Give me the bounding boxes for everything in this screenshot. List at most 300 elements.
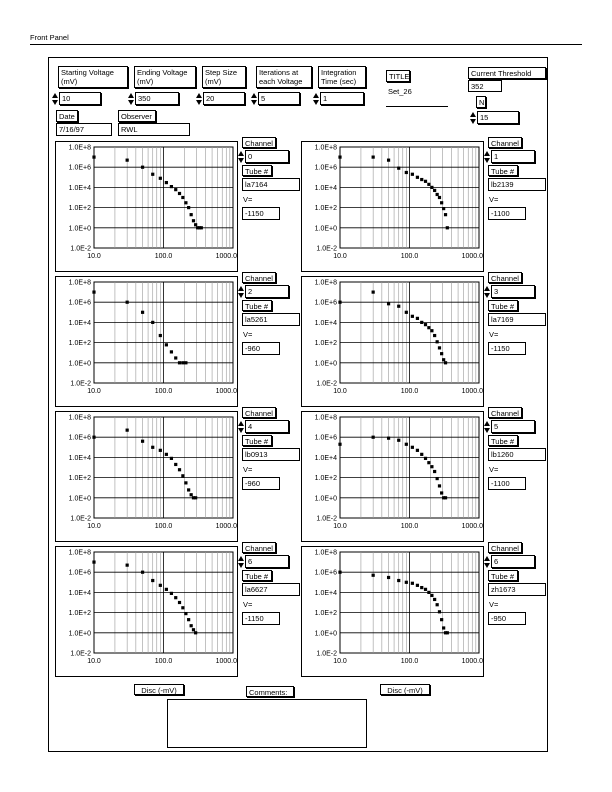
chart-6 (55, 546, 238, 677)
x-tick-label: 1000.0 (215, 253, 237, 260)
data-point (442, 626, 445, 629)
x-tick-label: 100.0 (400, 523, 419, 530)
chart-0 (55, 141, 238, 272)
data-point (427, 461, 430, 464)
data-point (387, 437, 390, 440)
data-point (387, 159, 390, 162)
y-tick-label: 1.0E+6 (68, 434, 91, 442)
data-point (420, 178, 423, 181)
x-tick-label: 100.0 (154, 253, 173, 260)
data-point (446, 631, 449, 634)
data-point (372, 436, 375, 439)
channel-spinner-7[interactable] (484, 556, 490, 568)
x-tick-label: 1000.0 (215, 388, 237, 395)
channel-spinner-6[interactable] (238, 556, 244, 568)
data-point (126, 159, 129, 162)
data-point (159, 584, 162, 587)
data-point (433, 189, 436, 192)
step-size-spinner[interactable] (196, 93, 202, 105)
y-tick-label: 1.0E+4 (314, 319, 337, 327)
x-tick-label: 10.0 (87, 253, 101, 260)
y-tick-label: 1.0E+2 (68, 340, 91, 348)
v-input-7[interactable]: -950 (488, 612, 526, 625)
y-tick-label: 1.0E+4 (68, 454, 91, 462)
data-point (372, 574, 375, 577)
integration-spinner[interactable] (313, 93, 319, 105)
data-point (420, 586, 423, 589)
chart-svg-0 (56, 142, 239, 273)
starting-voltage-spinner[interactable] (52, 93, 58, 105)
tube-input-7[interactable]: zh1673 (488, 583, 546, 596)
n-label: N (476, 96, 486, 108)
v-input-4[interactable]: -960 (242, 477, 280, 490)
y-tick-label: 1.0E+8 (314, 279, 337, 287)
x-tick-label: 10.0 (333, 388, 347, 395)
y-tick-label: 1.0E+0 (68, 630, 91, 638)
data-point (338, 156, 341, 159)
y-tick-label: 1.0E+2 (68, 475, 91, 483)
channel-input-4[interactable]: 4 (245, 420, 289, 433)
comments-label: Comments: (246, 686, 294, 697)
current-threshold-label: Current Threshold (468, 67, 546, 79)
x-tick-label: 1000.0 (461, 658, 483, 665)
tube-input-2[interactable]: la5261 (242, 313, 300, 326)
chart-svg-4 (56, 412, 239, 543)
channel-label-7: Channel (488, 542, 522, 553)
data-point (405, 443, 408, 446)
data-point (430, 465, 433, 468)
v-input-3[interactable]: -1150 (488, 342, 526, 355)
tube-label-2: Tube # (242, 300, 272, 311)
y-tick-label: 1.0E+2 (314, 610, 337, 618)
x-tick-label: 1000.0 (461, 388, 483, 395)
y-tick-label: 1.0E+2 (314, 205, 337, 213)
v-label-4: V= (243, 465, 253, 474)
data-point (170, 457, 173, 460)
data-point (427, 326, 430, 329)
channel-spinner-1[interactable] (484, 151, 490, 163)
x-tick-label: 10.0 (87, 523, 101, 530)
channel-label-5: Channel (488, 407, 522, 418)
data-point (190, 624, 193, 627)
x-tick-label: 10.0 (87, 388, 101, 395)
data-point (424, 323, 427, 326)
data-point (444, 496, 447, 499)
date-input[interactable]: 7/16/97 (56, 123, 112, 136)
channel-input-3[interactable]: 3 (491, 285, 535, 298)
window-title: Front Panel (30, 33, 69, 42)
data-point (184, 481, 187, 484)
y-tick-label: 1.0E+8 (68, 144, 91, 152)
n-input[interactable]: 15 (477, 111, 519, 124)
x-tick-label: 10.0 (333, 523, 347, 530)
chart-svg-2 (56, 277, 239, 408)
data-point (187, 206, 190, 209)
tube-input-1[interactable]: lb2139 (488, 178, 546, 191)
ending-voltage-label: Ending Voltage (mV) (134, 66, 196, 88)
starting-voltage-input[interactable]: 10 (59, 92, 101, 105)
data-point (187, 618, 190, 621)
data-point (192, 628, 195, 631)
data-point (438, 610, 441, 613)
data-point (151, 173, 154, 176)
data-point (159, 177, 162, 180)
integration-label: Integration Time (sec) (318, 66, 366, 88)
data-point (338, 443, 341, 446)
tube-label-1: Tube # (488, 165, 518, 176)
v-input-2[interactable]: -960 (242, 342, 280, 355)
data-point (174, 596, 177, 599)
x-tick-label: 100.0 (400, 253, 419, 260)
channel-spinner-0[interactable] (238, 151, 244, 163)
y-tick-label: 1.0E+6 (68, 299, 91, 307)
channel-label-3: Channel (488, 272, 522, 283)
data-point (397, 439, 400, 442)
data-point (436, 603, 439, 606)
chart-svg-6 (56, 547, 239, 678)
data-point (397, 579, 400, 582)
y-tick-label: 1.0E+6 (314, 299, 337, 307)
chart-3 (301, 276, 484, 407)
data-point (181, 196, 184, 199)
data-point (174, 356, 177, 359)
y-tick-label: 1.0E+0 (68, 360, 91, 368)
data-point (170, 350, 173, 353)
observer-input[interactable]: RWL (118, 123, 190, 136)
y-tick-label: 1.0E+0 (68, 495, 91, 503)
data-point (192, 219, 195, 222)
data-point (92, 561, 95, 564)
data-point (438, 196, 441, 199)
data-point (170, 592, 173, 595)
y-tick-label: 1.0E+6 (68, 164, 91, 172)
x-tick-label: 10.0 (87, 658, 101, 665)
y-tick-label: 1.0E-2 (70, 650, 91, 658)
y-tick-label: 1.0E+2 (68, 610, 91, 618)
data-point (424, 180, 427, 183)
y-tick-label: 1.0E+6 (314, 569, 337, 577)
channel-spinner-4[interactable] (238, 421, 244, 433)
iterations-spinner[interactable] (251, 93, 257, 105)
x-tick-label: 1000.0 (215, 523, 237, 530)
tube-label-0: Tube # (242, 165, 272, 176)
data-point (440, 201, 443, 204)
data-point (178, 601, 181, 604)
v-label-6: V= (243, 600, 253, 609)
data-point (440, 352, 443, 355)
y-tick-label: 1.0E-2 (70, 515, 91, 523)
x-tick-label: 100.0 (400, 388, 419, 395)
data-point (427, 591, 430, 594)
chart-svg-1 (302, 142, 485, 273)
data-point (181, 361, 184, 364)
data-point (184, 361, 187, 364)
v-label-1: V= (489, 195, 499, 204)
y-tick-label: 1.0E-2 (316, 380, 337, 388)
disc-label-left: Disc (-mV) (134, 684, 184, 695)
data-point (424, 588, 427, 591)
data-point (442, 358, 445, 361)
title-underline (386, 106, 448, 107)
data-point (126, 564, 129, 567)
channel-spinner-3[interactable] (484, 286, 490, 298)
data-point (338, 301, 341, 304)
data-point (440, 491, 443, 494)
v-label-7: V= (489, 600, 499, 609)
data-point (92, 291, 95, 294)
data-point (416, 176, 419, 179)
y-tick-label: 1.0E+6 (68, 569, 91, 577)
data-point (165, 588, 168, 591)
y-tick-label: 1.0E+2 (68, 205, 91, 213)
step-size-label: Step Size (mV) (202, 66, 246, 88)
y-tick-label: 1.0E+0 (314, 360, 337, 368)
data-point (430, 329, 433, 332)
channel-input-0[interactable]: 0 (245, 150, 289, 163)
iterations-label: Iterations at each Voltage (256, 66, 312, 88)
data-point (411, 315, 414, 318)
channel-label-1: Channel (488, 137, 522, 148)
data-point (433, 334, 436, 337)
data-point (178, 192, 181, 195)
x-tick-label: 100.0 (154, 523, 173, 530)
chart-1 (301, 141, 484, 272)
chart-7 (301, 546, 484, 677)
channel-label-0: Channel (242, 137, 276, 148)
y-tick-label: 1.0E+4 (68, 589, 91, 597)
data-point (190, 493, 193, 496)
tube-label-3: Tube # (488, 300, 518, 311)
data-point (416, 317, 419, 320)
data-point (165, 343, 168, 346)
data-point (151, 579, 154, 582)
data-point (126, 429, 129, 432)
data-point (92, 436, 95, 439)
y-tick-label: 1.0E+8 (314, 549, 337, 557)
channel-label-6: Channel (242, 542, 276, 553)
iterations-input[interactable]: 5 (258, 92, 300, 105)
data-point (444, 213, 447, 216)
data-point (411, 582, 414, 585)
data-point (141, 440, 144, 443)
v-label-2: V= (243, 330, 253, 339)
tube-input-0[interactable]: la7164 (242, 178, 300, 191)
v-input-0[interactable]: -1150 (242, 207, 280, 220)
data-point (181, 606, 184, 609)
y-tick-label: 1.0E+4 (68, 319, 91, 327)
data-point (436, 340, 439, 343)
data-point (433, 598, 436, 601)
data-point (187, 488, 190, 491)
chart-svg-3 (302, 277, 485, 408)
y-tick-label: 1.0E+4 (314, 454, 337, 462)
y-tick-label: 1.0E-2 (70, 245, 91, 253)
chart-svg-5 (302, 412, 485, 543)
data-point (436, 477, 439, 480)
data-point (424, 457, 427, 460)
y-tick-label: 1.0E+2 (314, 475, 337, 483)
data-point (159, 449, 162, 452)
y-tick-label: 1.0E-2 (316, 245, 337, 253)
data-point (372, 291, 375, 294)
tube-input-5[interactable]: lb1260 (488, 448, 546, 461)
x-tick-label: 1000.0 (461, 253, 483, 260)
y-tick-label: 1.0E+4 (314, 589, 337, 597)
data-point (446, 226, 449, 229)
y-tick-label: 1.0E+0 (68, 225, 91, 233)
observer-label: Observer (118, 110, 156, 122)
data-point (420, 321, 423, 324)
disc-label-right: Disc (-mV) (380, 684, 430, 695)
data-point (442, 207, 445, 210)
data-point (126, 301, 129, 304)
y-tick-label: 1.0E+0 (314, 630, 337, 638)
data-point (184, 612, 187, 615)
data-point (141, 166, 144, 169)
channel-input-1[interactable]: 1 (491, 150, 535, 163)
y-tick-label: 1.0E+6 (314, 164, 337, 172)
data-point (194, 223, 197, 226)
chart-svg-7 (302, 547, 485, 678)
channel-input-2[interactable]: 2 (245, 285, 289, 298)
data-point (159, 334, 162, 337)
channel-spinner-5[interactable] (484, 421, 490, 433)
step-size-input[interactable]: 20 (203, 92, 245, 105)
tube-input-4[interactable]: lb0913 (242, 448, 300, 461)
v-label-5: V= (489, 465, 499, 474)
current-threshold-value: 352 (468, 80, 502, 92)
v-input-6[interactable]: -1150 (242, 612, 280, 625)
x-tick-label: 10.0 (333, 253, 347, 260)
data-point (433, 470, 436, 473)
y-tick-label: 1.0E+8 (68, 414, 91, 422)
channel-label-2: Channel (242, 272, 276, 283)
data-point (338, 571, 341, 574)
data-point (387, 302, 390, 305)
y-tick-label: 1.0E-2 (70, 380, 91, 388)
title-value[interactable]: Set_26 (388, 87, 412, 96)
n-spinner[interactable] (470, 112, 476, 124)
channel-spinner-2[interactable] (238, 286, 244, 298)
data-point (411, 446, 414, 449)
date-label: Date (56, 110, 78, 122)
data-point (178, 361, 181, 364)
v-label-3: V= (489, 330, 499, 339)
x-tick-label: 100.0 (154, 388, 173, 395)
data-point (420, 453, 423, 456)
y-tick-label: 1.0E+0 (314, 225, 337, 233)
channel-input-6[interactable]: 6 (245, 555, 289, 568)
data-point (411, 173, 414, 176)
y-tick-label: 1.0E+4 (68, 184, 91, 192)
data-point (174, 188, 177, 191)
y-tick-label: 1.0E+6 (314, 434, 337, 442)
x-tick-label: 1000.0 (461, 523, 483, 530)
tube-label-4: Tube # (242, 435, 272, 446)
y-tick-label: 1.0E+8 (314, 414, 337, 422)
data-point (194, 631, 197, 634)
data-point (444, 361, 447, 364)
data-point (194, 496, 197, 499)
data-point (184, 201, 187, 204)
ending-voltage-input[interactable]: 350 (135, 92, 179, 105)
y-tick-label: 1.0E-2 (316, 650, 337, 658)
chart-4 (55, 411, 238, 542)
data-point (438, 484, 441, 487)
data-point (178, 468, 181, 471)
integration-input[interactable]: 1 (320, 92, 364, 105)
data-point (151, 446, 154, 449)
data-point (397, 167, 400, 170)
data-point (200, 226, 203, 229)
data-point (440, 618, 443, 621)
y-tick-label: 1.0E+4 (314, 184, 337, 192)
data-point (405, 581, 408, 584)
title-divider (30, 44, 582, 45)
data-point (151, 321, 154, 324)
data-point (430, 594, 433, 597)
data-point (405, 311, 408, 314)
data-point (165, 181, 168, 184)
data-point (141, 311, 144, 314)
data-point (165, 453, 168, 456)
data-point (170, 185, 173, 188)
data-point (416, 584, 419, 587)
tube-input-6[interactable]: la6627 (242, 583, 300, 596)
y-tick-label: 1.0E+8 (68, 279, 91, 287)
data-point (438, 346, 441, 349)
y-tick-label: 1.0E+0 (314, 495, 337, 503)
data-point (372, 156, 375, 159)
channel-input-7[interactable]: 6 (491, 555, 535, 568)
data-point (174, 463, 177, 466)
title-label: TITLE (386, 70, 410, 82)
tube-label-6: Tube # (242, 570, 272, 581)
data-point (141, 571, 144, 574)
ending-voltage-spinner[interactable] (128, 93, 134, 105)
data-point (430, 186, 433, 189)
data-point (397, 305, 400, 308)
x-tick-label: 1000.0 (215, 658, 237, 665)
channel-label-4: Channel (242, 407, 276, 418)
x-tick-label: 10.0 (333, 658, 347, 665)
x-tick-label: 100.0 (154, 658, 173, 665)
y-tick-label: 1.0E+8 (314, 144, 337, 152)
y-tick-label: 1.0E-2 (316, 515, 337, 523)
chart-2 (55, 276, 238, 407)
starting-voltage-label: Starting Voltage (mV) (58, 66, 128, 88)
data-point (387, 576, 390, 579)
chart-5 (301, 411, 484, 542)
x-tick-label: 100.0 (400, 658, 419, 665)
data-point (427, 183, 430, 186)
channel-input-5[interactable]: 5 (491, 420, 535, 433)
v-label-0: V= (243, 195, 253, 204)
v-input-5[interactable]: -1100 (488, 477, 526, 490)
data-point (92, 156, 95, 159)
y-tick-label: 1.0E+8 (68, 549, 91, 557)
tube-label-7: Tube # (488, 570, 518, 581)
y-tick-label: 1.0E+2 (314, 340, 337, 348)
data-point (181, 474, 184, 477)
v-input-1[interactable]: -1100 (488, 207, 526, 220)
tube-input-3[interactable]: la7169 (488, 313, 546, 326)
data-point (190, 213, 193, 216)
tube-label-5: Tube # (488, 435, 518, 446)
comments-input[interactable] (167, 699, 367, 748)
data-point (436, 193, 439, 196)
data-point (416, 449, 419, 452)
